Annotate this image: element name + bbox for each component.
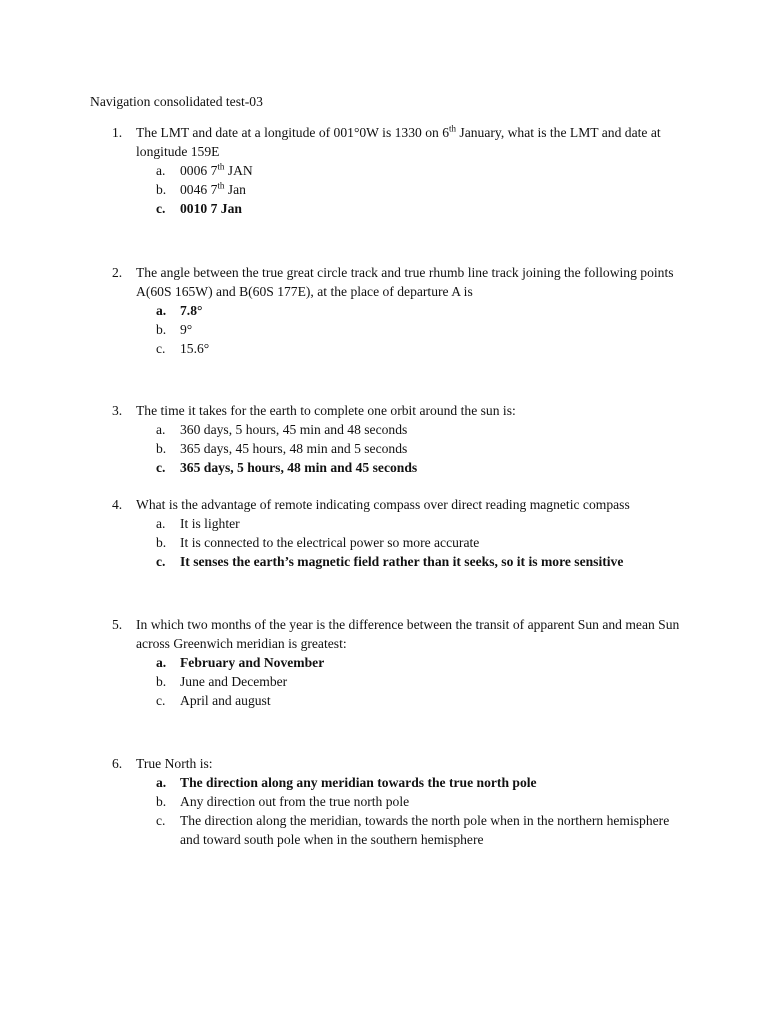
question-2-text <box>112 263 692 301</box>
option-letter: b. <box>156 674 167 689</box>
option-text: 0046 7 <box>180 182 218 197</box>
question-1-text <box>112 123 692 161</box>
option-c-correct <box>112 199 692 218</box>
question-number: 3. <box>112 403 123 418</box>
options-list <box>112 301 692 358</box>
option-a-correct <box>112 773 692 792</box>
ordinal-suffix: th <box>449 123 457 134</box>
option-text: Any direction out from the true north pole <box>180 794 410 809</box>
option-letter: a. <box>156 303 167 318</box>
option-letter: a. <box>156 516 166 531</box>
option-letter: c. <box>156 693 166 708</box>
ordinal-suffix: th <box>217 180 225 191</box>
question-6 <box>112 754 692 849</box>
option-letter: a. <box>156 655 167 670</box>
option-letter: c. <box>156 813 166 828</box>
option-text: The direction along the meridian, towards the north pole when in the northern hemisphere and toward south pole when in the southern hemisphere <box>180 813 670 847</box>
option-c <box>112 691 692 710</box>
option-a <box>112 420 692 439</box>
question-5-text <box>112 615 692 653</box>
option-b <box>112 533 692 552</box>
option-text: February and November <box>180 655 325 670</box>
option-letter: b. <box>156 322 167 337</box>
option-text: JAN <box>224 163 253 178</box>
option-letter: b. <box>156 182 167 197</box>
options-list <box>112 653 692 710</box>
options-list <box>112 420 692 477</box>
question-text: What is the advantage of remote indicating compass over direct reading magnetic compass <box>136 497 630 512</box>
option-text: It senses the earth’s magnetic field rather than it seeks, so it is more sensitive <box>180 554 624 569</box>
option-text: It is connected to the electrical power so more accurate <box>180 535 480 550</box>
option-letter: a. <box>156 422 166 437</box>
question-text: In which two months of the year is the difference between the transit of apparent Sun and mean Sun across Greenwich meridian is greatest: <box>136 617 680 651</box>
option-c-correct <box>112 552 692 571</box>
question-number: 1. <box>112 125 123 140</box>
option-text: 9° <box>180 322 193 337</box>
question-3-text <box>112 401 692 420</box>
question-1 <box>112 123 692 218</box>
option-b <box>112 439 692 458</box>
option-c-correct <box>112 458 692 477</box>
question-4 <box>112 495 692 571</box>
option-text: The direction along any meridian towards the true north pole <box>180 775 537 790</box>
question-number: 2. <box>112 265 123 280</box>
option-letter: c. <box>156 554 166 569</box>
option-letter: c. <box>156 341 166 356</box>
option-letter: b. <box>156 441 167 456</box>
question-2 <box>112 263 692 358</box>
question-text: True North is: <box>136 756 213 771</box>
options-list <box>112 514 692 571</box>
option-b <box>112 180 692 199</box>
option-b <box>112 320 692 339</box>
option-b <box>112 672 692 691</box>
option-b <box>112 792 692 811</box>
option-text: 15.6° <box>180 341 210 356</box>
option-a-correct <box>112 653 692 672</box>
question-number: 5. <box>112 617 123 632</box>
option-letter: c. <box>156 460 166 475</box>
option-text: 365 days, 5 hours, 48 min and 45 seconds <box>180 460 418 475</box>
option-a-correct <box>112 301 692 320</box>
option-text: June and December <box>180 674 288 689</box>
question-text: January, what is the LMT and date at longitude 159E <box>136 125 661 159</box>
option-a <box>112 161 692 180</box>
option-text: 360 days, 5 hours, 45 min and 48 seconds <box>180 422 408 437</box>
option-letter: a. <box>156 163 166 178</box>
ordinal-suffix: th <box>217 161 225 172</box>
question-text: The LMT and date at a longitude of 001°0W is 1330 on 6 <box>136 125 450 140</box>
option-text: It is lighter <box>180 516 240 531</box>
options-list <box>112 161 692 218</box>
option-text: 0010 7 Jan <box>180 201 242 216</box>
option-letter: b. <box>156 794 167 809</box>
question-number: 4. <box>112 497 123 512</box>
option-text: 365 days, 45 hours, 48 min and 5 seconds <box>180 441 408 456</box>
question-text: The angle between the true great circle track and true rhumb line track joining the following points A(60S 165W) and B(60S 177E), at the place of departure A is <box>136 265 674 299</box>
question-3 <box>112 401 692 477</box>
option-c <box>112 339 692 358</box>
option-text: April and august <box>180 693 271 708</box>
option-text: Jan <box>224 182 246 197</box>
question-5 <box>112 615 692 710</box>
question-4-text <box>112 495 692 514</box>
question-6-text <box>112 754 692 773</box>
option-letter: c. <box>156 201 166 216</box>
question-number: 6. <box>112 756 123 771</box>
option-text: 7.8° <box>180 303 203 318</box>
options-list <box>112 773 692 849</box>
option-text: 0006 7 <box>180 163 218 178</box>
question-text: The time it takes for the earth to complete one orbit around the sun is: <box>136 403 516 418</box>
option-a <box>112 514 692 533</box>
option-letter: a. <box>156 775 167 790</box>
option-letter: b. <box>156 535 167 550</box>
option-c <box>112 811 692 849</box>
page-title: Navigation consolidated test-03 <box>90 94 263 109</box>
